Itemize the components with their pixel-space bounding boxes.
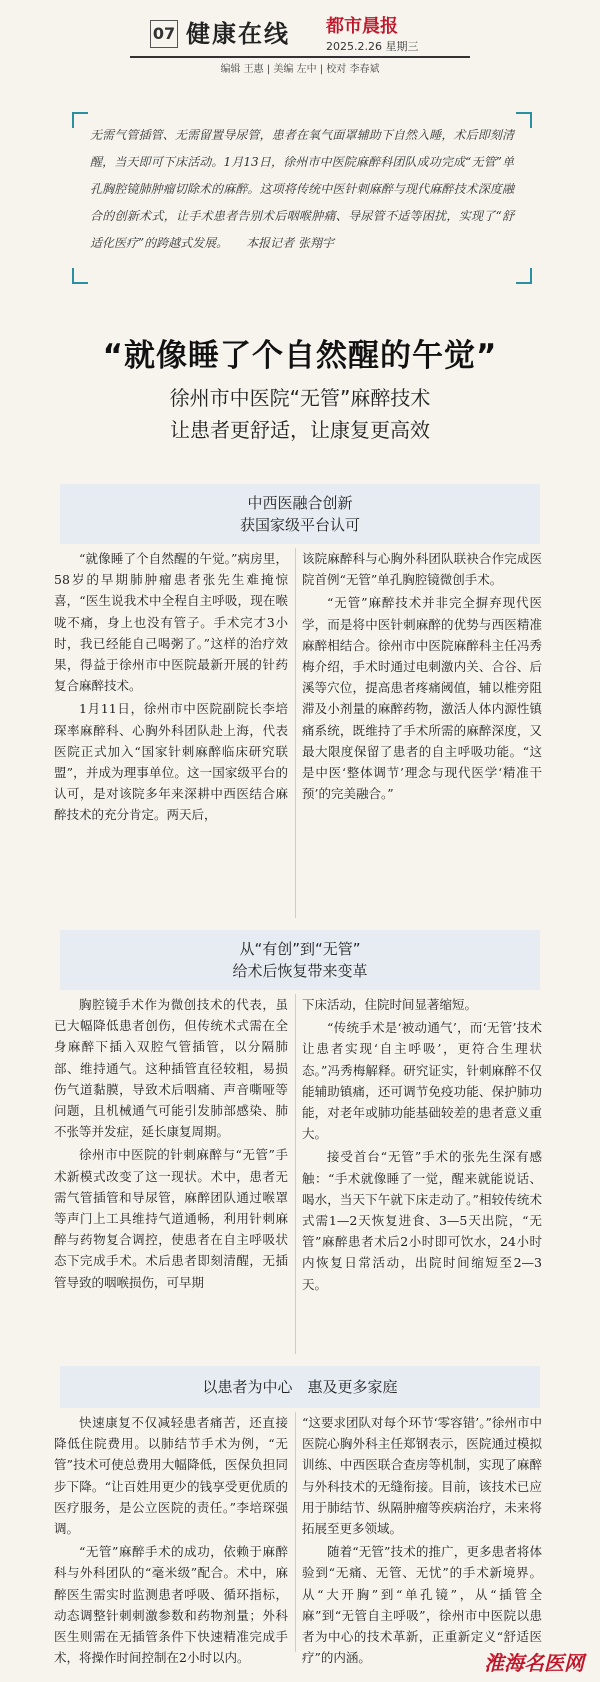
paragraph: 该院麻醉科与心胸外科团队联袂合作完成医院首例“无管”单孔胸腔镜微创手术。 — [302, 551, 542, 588]
section-heading-line: 给术后恢复带来变革 — [232, 962, 368, 980]
section-heading-3 — [60, 1366, 540, 1408]
paragraph: 徐州市中医院的针刺麻醉与“无管”手术新模式改变了这一现状。术中，患者无需气管插管和导尿管，麻醉团队通过喉罩等声门上工具维持气道通畅，利用针刺麻醉与药物复合调控，使患者在自主呼吸状态下完成手术。术后患者即刻清醒，无插管导致的咽喉损伤，可早期 — [54, 1147, 288, 1290]
paragraph: 接受首台“无管”手术的张先生深有感触：“手术就像睡了一觉，醒来就能说话、喝水，当天下午就下床走动了。”相较传统术式需1—2天恢复进食、3—5天出院，“无管”麻醉患者术后2小时即可饮水，24小时内恢复日常活动，出院时间缩短至2—3天。 — [302, 1149, 542, 1292]
header-rule — [130, 56, 470, 58]
site-watermark: 淮海名医网 — [484, 1651, 584, 1675]
lead-paragraph: 无需气管插管、无需留置导尿管，患者在氧气面罩辅助下自然入睡，术后即刻清醒，当天即可下床活动。1月13日，徐州市中医院麻醉科团队成功完成“无管”单孔胸腔镜肺肿瘤切除术的麻醉。这项将传统中医针刺麻醉与现代麻醉技术深度融合的创新术式，让手术患者告别术后咽喉肿痛、导尿管不适等困扰，实现了“舒适化医疗”的跨越式发展。 本报记者 张翔宇 — [90, 128, 514, 250]
section-heading-line: 从“有创”到“无管” — [239, 940, 361, 958]
editor-credits: 编辑 王惠 | 美编 左中 | 校对 李春斌 — [220, 64, 380, 75]
section-heading-1 — [60, 484, 540, 544]
lead-box — [72, 112, 532, 284]
section-title: 健康在线 — [186, 20, 290, 48]
section-heading-line: 以患者为中心 惠及更多家庭 — [202, 1378, 398, 1396]
corner-bracket — [72, 112, 88, 128]
section-2-left-column — [54, 994, 288, 1295]
section-1-right-column — [302, 548, 542, 806]
paragraph: “无管”麻醉技术并非完全摒弃现代医学，而是将中医针刺麻醉的优势与西医精准麻醉相结合。徐州市中医院麻醉科主任冯秀梅介绍，手术时通过电刺激内关、合谷、后溪等穴位，提高患者疼痛阈值，辅以椎旁阻滞及小剂量的麻醉药物，激活人体内源性镇痛系统，既维持了手术所需的麻醉深度，又最大限度保留了患者的自主呼吸功能。“这是中医‘整体调节’理念与现代医学‘精准干预’的完美融合。” — [302, 595, 542, 802]
paragraph: “就像睡了个自然醒的午觉。”病房里，58岁的早期肺肿瘤患者张先生难掩惊喜，“医生说我术中全程自主呼吸，现在喉咙不痛，身上也没有管子。手术完才3小时，我已经能自己喝粥了。”这样的治疗效果，得益于徐州市中医院最新开展的针药复合麻醉技术。 — [54, 551, 288, 694]
section-3-left-column — [54, 1412, 288, 1670]
section-heading-line: 中西医融合创新 — [247, 494, 353, 512]
section-2-right-column — [302, 994, 542, 1297]
paragraph: 快速康复不仅减轻患者痛苦，还直接降低住院费用。以肺结节手术为例，“无管”技术可使总费用大幅降低，医保负担同步下降。“让百姓用更少的钱享受更优质的医疗服务，是公立医院的责任。”李培琛强调。 — [54, 1415, 288, 1537]
column-divider — [295, 994, 296, 1354]
section-heading-line: 获国家级平台认可 — [239, 516, 360, 534]
corner-bracket — [516, 112, 532, 128]
paragraph: 随着“无管”技术的推广，更多患者将体验到“无痛、无管、无忧”的手术新境界。从“大开胸”到“单孔镜”，从“插管全麻”到“无管自主呼吸”，徐州市中医院以患者为中心的技术革新，正重新定义“舒适医疗”的内涵。 — [302, 1544, 542, 1666]
subheadline: 让患者更舒适，让康复更高效 — [170, 418, 430, 442]
paragraph: “传统手术是‘被动通气’，而‘无管’技术让患者实现‘自主呼吸’，更符合生理状态。”冯秀梅解释。研究证实，针刺麻醉不仅能辅助镇痛，还可调节免疫功能、保护肺功能，对老年或肺功能基础较差的患者意义重大。 — [302, 1020, 542, 1142]
headline: “就像睡了个自然醒的午觉” — [102, 338, 498, 374]
section-1-left-column — [54, 548, 288, 828]
section-heading-2 — [60, 930, 540, 990]
page-number: 07 — [150, 20, 178, 48]
paragraph: “这要求团队对每个环节‘零容错’。”徐州市中医院心胸外科主任郑钢表示，医院通过模拟训练、中西医联合查房等机制，实现了麻醉与外科技术的无缝衔接。目前，该技术已应用于肺结节、纵隔肿瘤等疾病治疗，未来将拓展至更多领域。 — [302, 1415, 542, 1537]
issue-date: 2025.2.26 星期三 — [326, 40, 419, 53]
column-divider — [295, 1412, 296, 1652]
section-3-right-column — [302, 1412, 542, 1670]
paragraph: 胸腔镜手术作为微创技术的代表，虽已大幅降低患者创伤，但传统术式需在全身麻醉下插入双腔气管插管，以分隔肺部、维持通气。这种插管直径较粗，易损伤气道黏膜，导致术后咽痛、声音嘶哑等问题，且机械通气可能引发肺部感染、肺不张等并发症，延长康复周期。 — [54, 997, 288, 1140]
column-divider — [295, 548, 296, 918]
newspaper-name: 都市晨报 — [326, 16, 398, 37]
paragraph: 下床活动，住院时间显著缩短。 — [302, 997, 478, 1012]
corner-bracket — [72, 268, 88, 284]
corner-bracket — [516, 268, 532, 284]
subheadline: 徐州市中医院“无管”麻醉技术 — [169, 386, 431, 410]
paragraph: 1月11日，徐州市中医院副院长李培琛率麻醉科、心胸外科团队赴上海，代表医院正式加入“国家针刺麻醉临床研究联盟”，并成为理事单位。这一国家级平台的认可，是对该院多年来深耕中西医结合麻醉技术的充分肯定。两天后， — [54, 701, 288, 823]
masthead — [0, 0, 600, 75]
paragraph: “无管”麻醉手术的成功，依赖于麻醉科与外科团队的“毫米级”配合。术中，麻醉医生需实时监测患者呼吸、循环指标，动态调整针刺刺激参数和药物剂量；外科医生则需在无插管条件下快速精准完成手术，将操作时间控制在2小时以内。 — [54, 1544, 288, 1666]
